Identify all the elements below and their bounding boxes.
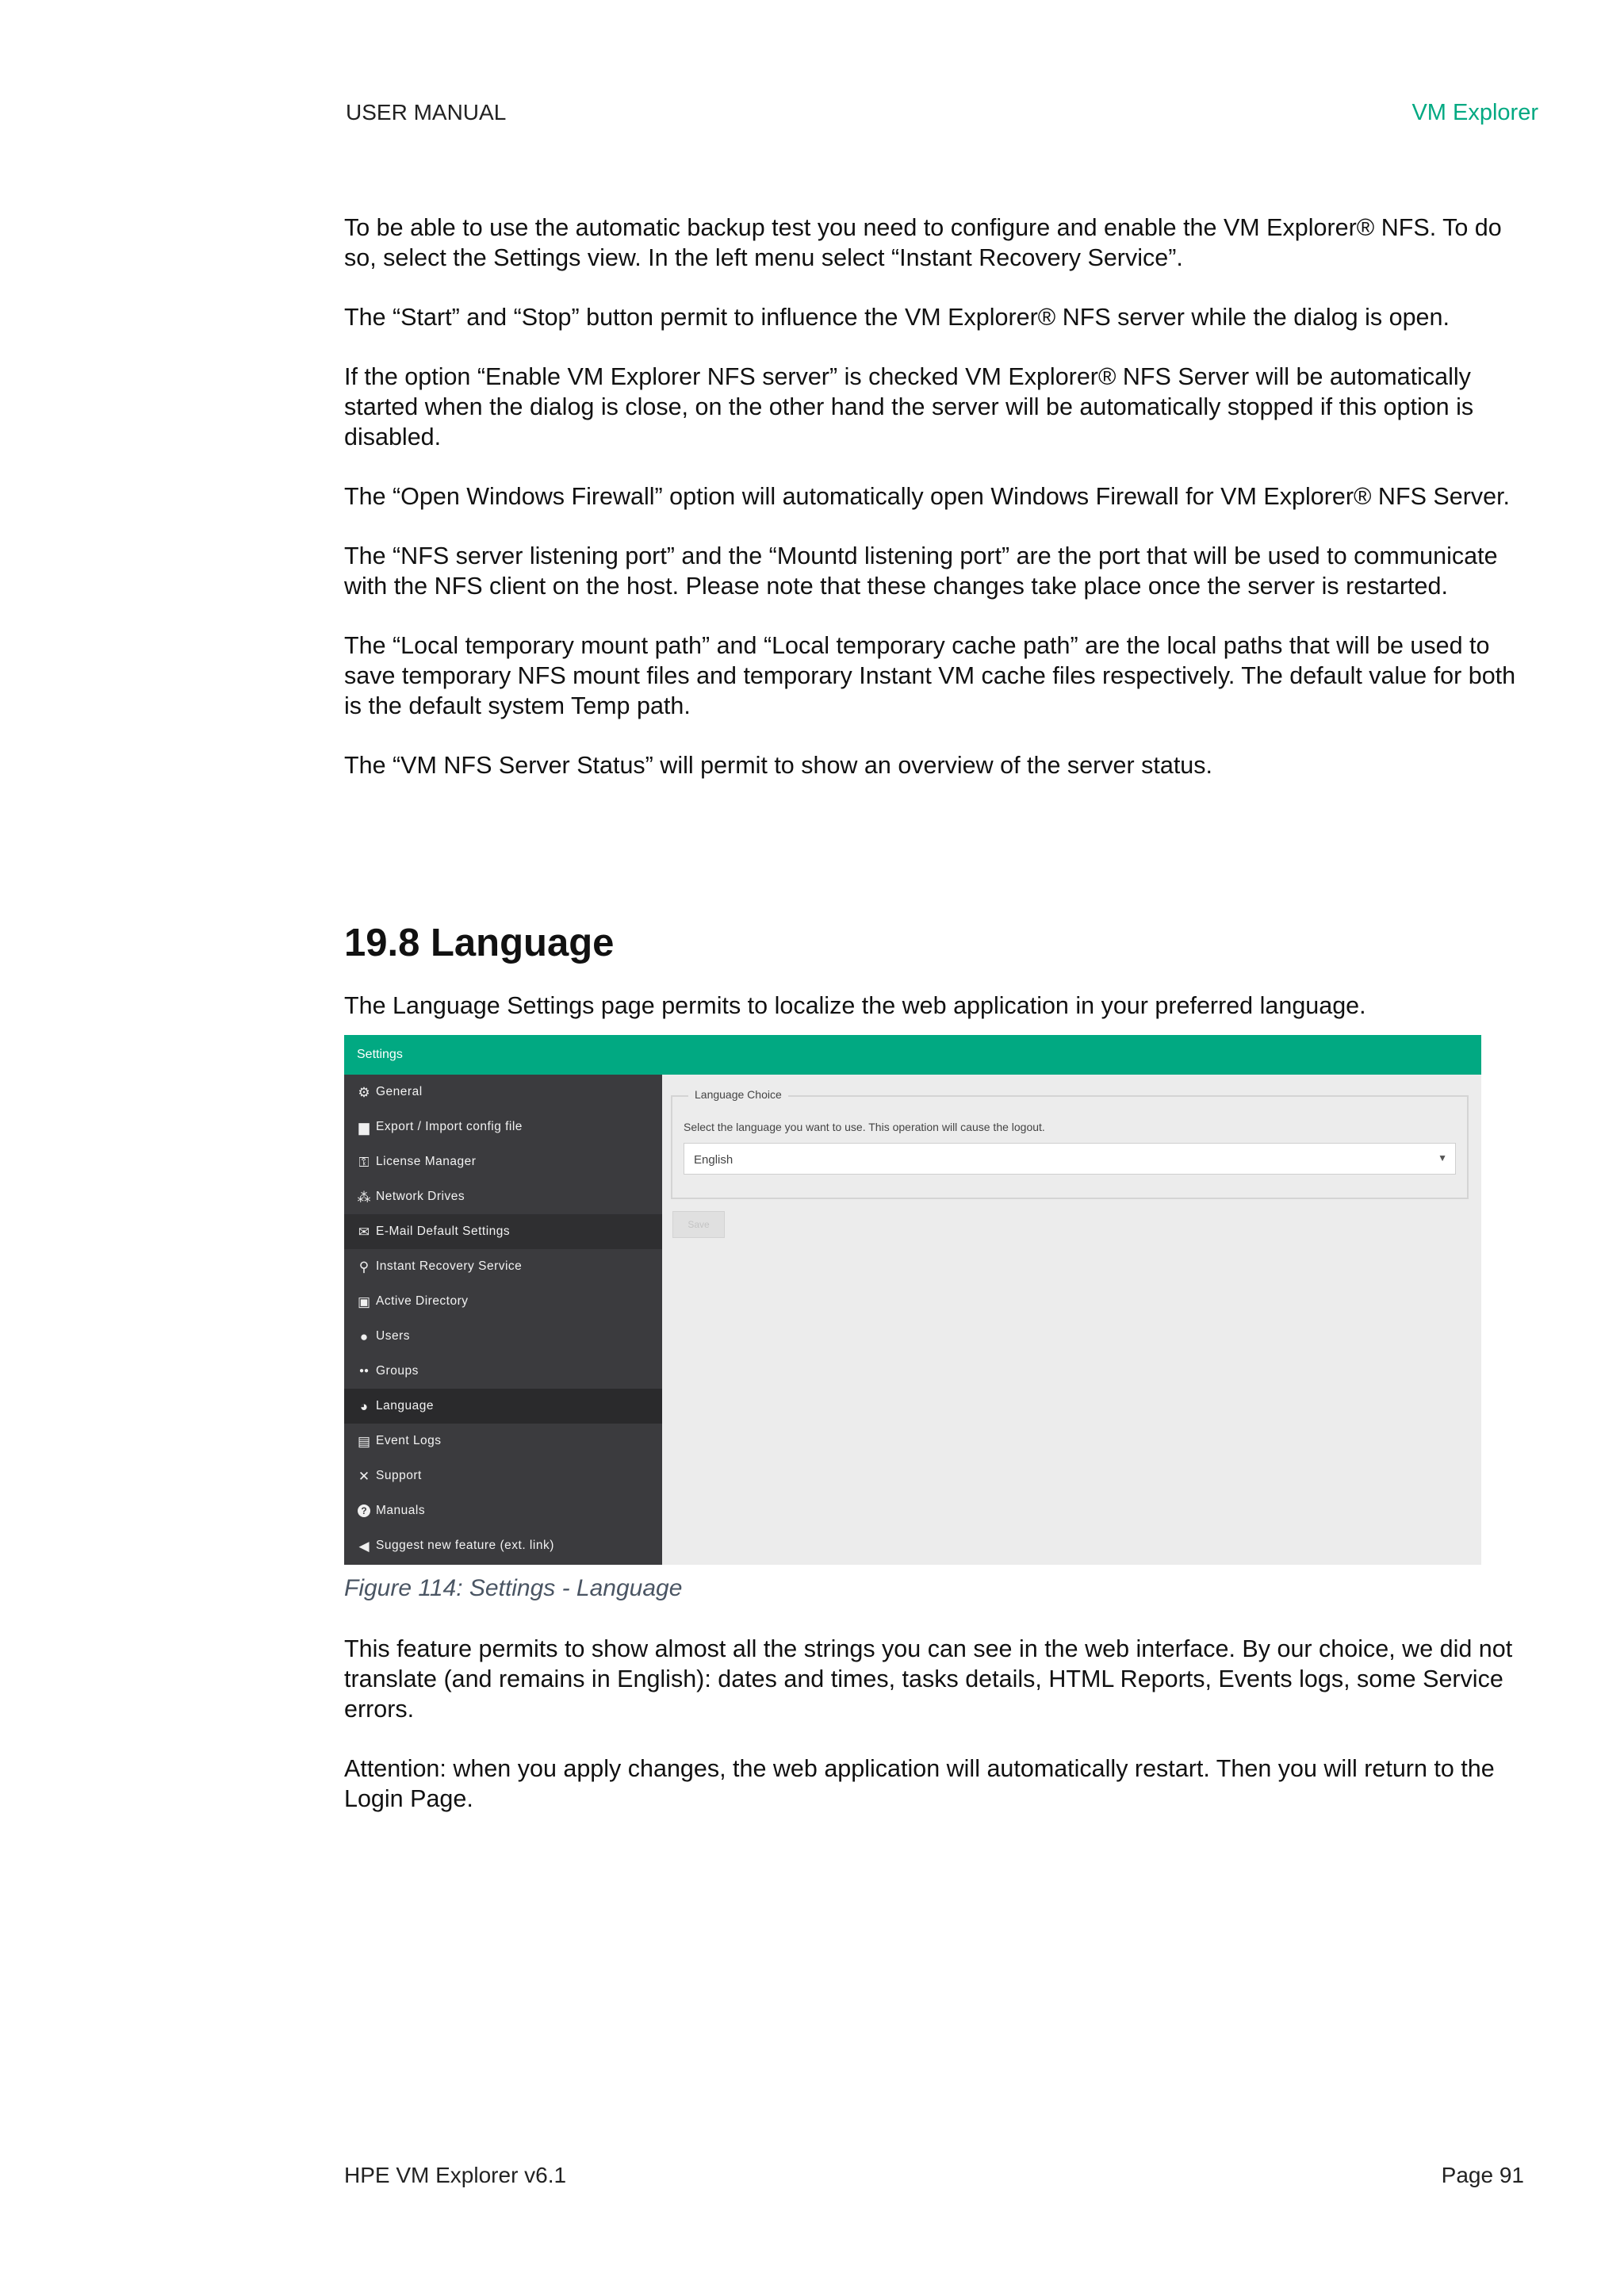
section-lead: The Language Settings page permits to localize the web application in your preferred language. bbox=[344, 992, 1366, 1019]
header-title: USER MANUAL bbox=[346, 100, 507, 125]
settings-topbar bbox=[344, 1035, 1481, 1075]
sidebar-item-license-manager[interactable] bbox=[344, 1144, 662, 1179]
link-icon: ⚲ bbox=[358, 1259, 370, 1274]
language-choice-fieldset bbox=[671, 1088, 1469, 1199]
section-heading: 19.8 Language bbox=[344, 922, 615, 964]
sidebar-item-event-logs[interactable] bbox=[344, 1424, 662, 1458]
figure-caption: Figure 114: Settings - Language bbox=[344, 1575, 683, 1601]
settings-sidebar bbox=[344, 1075, 662, 1565]
sidebar-item-manuals[interactable] bbox=[344, 1493, 662, 1528]
sidebar-item-label: Manuals bbox=[376, 1504, 426, 1517]
settings-screenshot bbox=[344, 1035, 1481, 1565]
language-choice-legend: Language Choice bbox=[688, 1088, 788, 1101]
sidebar-item-groups[interactable] bbox=[344, 1354, 662, 1389]
chevron-down-icon: ▼ bbox=[1438, 1152, 1447, 1163]
page-number: Page 91 bbox=[1441, 2163, 1524, 2187]
tools-icon: ✕ bbox=[358, 1468, 370, 1484]
settings-title: Settings bbox=[357, 1048, 403, 1061]
sidebar-item-active-directory[interactable] bbox=[344, 1284, 662, 1319]
sidebar-item-export-import[interactable] bbox=[344, 1110, 662, 1144]
paragraph: The “NFS server listening port” and the “Mountd listening port” are the port that will be used to communicate with the NFS client on the host. Please note that these changes take place once the server is restarted. bbox=[344, 542, 1498, 600]
key-icon: ⚿ bbox=[358, 1154, 370, 1170]
sidebar-item-label: E-Mail Default Settings bbox=[376, 1225, 511, 1238]
paragraph: To be able to use the automatic backup test you need to configure and enable the VM Explorer® NFS. To do so, select the Settings view. In the left menu select “Instant Recovery Service”. bbox=[344, 214, 1502, 271]
section-heading-block bbox=[344, 921, 1518, 965]
footer-product: HPE VM Explorer v6.1 bbox=[344, 2163, 567, 2187]
sidebar-item-label: License Manager bbox=[376, 1155, 477, 1168]
language-hint: Select the language you want to use. This operation will cause the logout. bbox=[684, 1121, 1045, 1133]
envelope-icon: ✉ bbox=[358, 1224, 370, 1240]
sidebar-item-label: Instant Recovery Service bbox=[376, 1259, 523, 1273]
clipboard-icon: ▤ bbox=[357, 1433, 371, 1449]
sidebar-item-network-drives[interactable] bbox=[344, 1179, 662, 1214]
sidebar-item-label: Export / Import config file bbox=[376, 1120, 523, 1133]
sidebar-item-label: Network Drives bbox=[376, 1190, 465, 1203]
outro-text bbox=[344, 1634, 1518, 1843]
language-select[interactable] bbox=[684, 1143, 1456, 1175]
sidebar-item-label: Suggest new feature (ext. link) bbox=[376, 1539, 554, 1552]
save-button[interactable]: Save bbox=[672, 1211, 725, 1238]
sidebar-item-suggest-feature[interactable] bbox=[344, 1528, 662, 1563]
sidebar-item-label: Active Directory bbox=[376, 1294, 469, 1308]
paragraph: If the option “Enable VM Explorer NFS server” is checked VM Explorer® NFS Server will be automatically started when the dialog is close, on the other hand the server will be automatically stopped if this option is disabled. bbox=[344, 363, 1474, 450]
header-product: VM Explorer bbox=[1411, 100, 1538, 125]
directory-icon: ▣ bbox=[357, 1294, 371, 1309]
network-icon: ⁂ bbox=[357, 1189, 371, 1205]
megaphone-icon: ◀ bbox=[358, 1538, 370, 1554]
file-icon: ▆ bbox=[358, 1119, 370, 1135]
paragraph: The “Open Windows Firewall” option will automatically open Windows Firewall for VM Explorer® NFS Server. bbox=[344, 483, 1511, 510]
sidebar-item-label: Language bbox=[376, 1399, 434, 1412]
sidebar-item-email-settings[interactable] bbox=[344, 1214, 662, 1249]
paragraph: The “Start” and “Stop” button permit to influence the VM Explorer® NFS server while the dialog is open. bbox=[344, 304, 1450, 331]
sidebar-item-label: Event Logs bbox=[376, 1434, 442, 1447]
sidebar-item-users[interactable] bbox=[344, 1319, 662, 1354]
paragraph: The “VM NFS Server Status” will permit to show an overview of the server status. bbox=[344, 752, 1212, 779]
group-icon: ●● bbox=[358, 1366, 370, 1375]
paragraph: This feature permits to show almost all the strings you can see in the web interface. By our choice, we did not translate (and remains in English): dates and times, tasks details, HTML Reports, Events logs, some Service errors. bbox=[344, 1635, 1513, 1723]
paragraph: The “Local temporary mount path” and “Local temporary cache path” are the local paths that will be used to save temporary NFS mount files and temporary Instant VM cache files respectively. The default value for both is the default system Temp path. bbox=[344, 632, 1516, 719]
question-icon: ? bbox=[358, 1504, 370, 1517]
sidebar-item-support[interactable] bbox=[344, 1458, 662, 1493]
language-select-value: English bbox=[694, 1153, 733, 1167]
sidebar-item-label: Users bbox=[376, 1329, 410, 1343]
sidebar-item-instant-recovery[interactable] bbox=[344, 1249, 662, 1284]
sidebar-item-general[interactable] bbox=[344, 1075, 662, 1110]
user-icon: ● bbox=[359, 1328, 369, 1344]
intro-text bbox=[344, 213, 1518, 810]
sidebar-item-label: General bbox=[376, 1085, 423, 1098]
sidebar-item-label: Groups bbox=[376, 1364, 419, 1378]
gear-icon: ⚙ bbox=[358, 1084, 370, 1100]
sidebar-item-language[interactable] bbox=[344, 1389, 662, 1424]
globe-icon: ◕ bbox=[359, 1398, 369, 1414]
paragraph: Attention: when you apply changes, the web application will automatically restart. Then you will return to the Login Page. bbox=[344, 1755, 1495, 1812]
sidebar-item-label: Support bbox=[376, 1469, 422, 1482]
